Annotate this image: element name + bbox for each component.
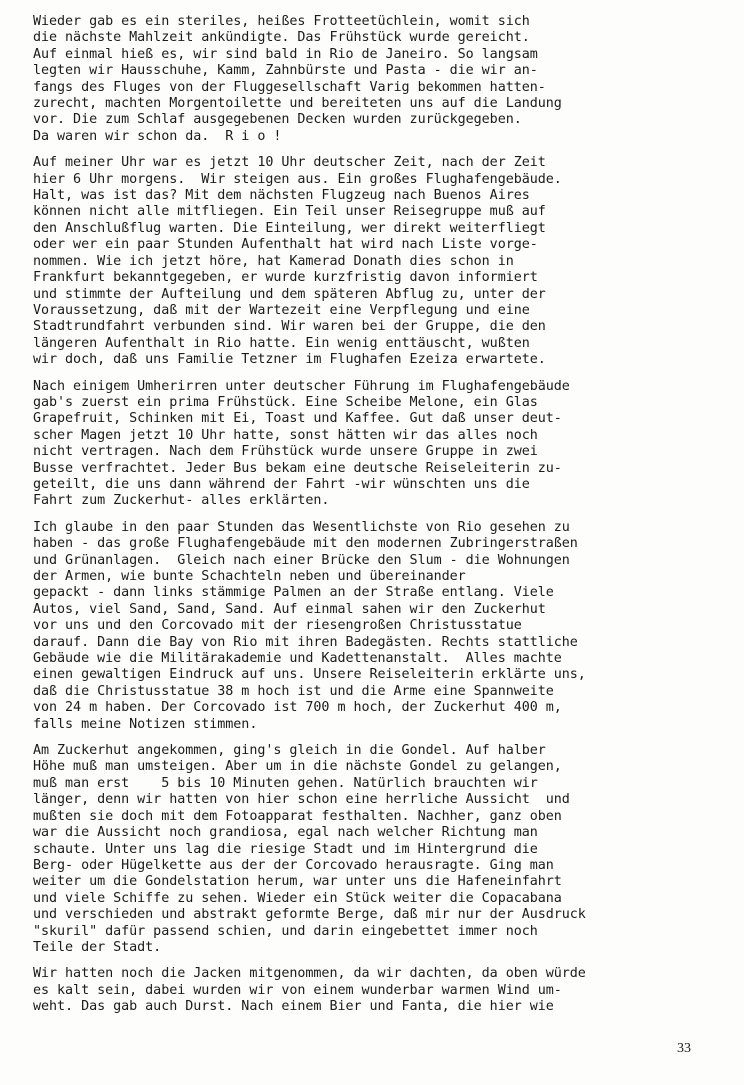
text-line: legten wir Hausschuhe, Kamm, Zahnbürste und Pasta - die wir an-	[33, 63, 538, 79]
text-line: darauf. Dann die Bay von Rio mit ihren Badegästen. Rechts stattliche	[33, 634, 578, 650]
text-line: fangs des Fluges von der Fluggesellschaft Varig bekommen hatten-	[33, 79, 546, 95]
text-line: hier 6 Uhr morgens. Wir steigen aus. Ein großes Flughafengebäude.	[33, 171, 562, 187]
body-text	[33, 14, 713, 1026]
text-line: Wir hatten noch die Jacken mitgenommen, da wir dachten, da oben würde	[33, 966, 586, 982]
text-line: Voraussetzung, daß mit der Wartezeit eine Verpflegung und eine	[33, 302, 530, 318]
text-line: weht. Das gab auch Durst. Nach einem Bier und Fanta, die hier wie	[33, 999, 554, 1015]
text-line: Stadtrundfahrt verbunden sind. Wir waren bei der Gruppe, die den	[33, 319, 546, 335]
text-line: und Grünanlagen. Gleich nach einer Brücke den Slum - die Wohnungen	[33, 552, 570, 568]
text-line: es kalt sein, dabei wurden wir von einem wunderbar warmen Wind um-	[33, 982, 562, 998]
text-line: "skuril" dafür passend schien, und darin eingebettet immer noch	[33, 923, 538, 939]
text-line: Berg- oder Hügelkette aus der der Corcovado herausragte. Ging man	[33, 857, 554, 873]
text-line: Frankfurt bekanntgegeben, er wurde kurzfristig davon informiert	[33, 270, 538, 286]
text-line: gab's zuerst ein prima Frühstück. Eine Scheibe Melone, ein Glas	[33, 394, 538, 410]
text-line: vor uns und den Corcovado mit der riesengroßen Christusstatue	[33, 618, 522, 634]
text-line: den Anschlußflug warten. Die Einteilung, wer direkt weiterfliegt	[33, 220, 546, 236]
text-line: und verschieden und abstrakt geformte Berge, daß mir nur der Ausdruck	[33, 907, 586, 923]
text-line: geteilt, die uns dann während der Fahrt -wir wünschten uns die	[33, 476, 530, 492]
text-line: Teile der Stadt.	[33, 939, 162, 955]
text-line: schaute. Unter uns lag die riesige Stadt und im Hintergrund die	[33, 841, 538, 857]
text-line: von 24 m haben. Der Corcovado ist 700 m hoch, der Zuckerhut 400 m,	[33, 700, 562, 716]
text-line: einen gewaltigen Eindruck auf uns. Unsere Reiseleiterin erklärte uns,	[33, 667, 586, 683]
text-line: war die Aussicht noch grandiosa, egal nach welcher Richtung man	[33, 825, 538, 841]
page-number: 33	[677, 1041, 691, 1056]
text-line: muß man erst 5 bis 10 Minuten gehen. Natürlich brauchten wir	[33, 775, 538, 791]
text-line: Fahrt zum Zuckerhut- alles erklärten.	[33, 493, 330, 509]
text-line: Halt, was ist das? Mit dem nächsten Flugzeug nach Buenos Aires	[33, 188, 530, 204]
text-line: vor. Die zum Schlaf ausgegebenen Decken wurden zurückgegeben.	[33, 112, 522, 128]
text-line: haben - das große Flughafengebäude mit den modernen Zubringerstraßen	[33, 536, 578, 552]
text-line: mußten sie doch mit dem Fotoapparat festhalten. Nachher, ganz oben	[33, 808, 562, 824]
text-line: können nicht alle mitfliegen. Ein Teil unser Reisegruppe muß auf	[33, 204, 546, 220]
text-line: Autos, viel Sand, Sand, Sand. Auf einmal sahen wir den Zuckerhut	[33, 601, 546, 617]
paragraph	[33, 743, 713, 956]
text-line: Nach einigem Umherirren unter deutscher Führung im Flughafengebäude	[33, 378, 570, 394]
text-line: länger, denn wir hatten von hier schon eine herrliche Aussicht und	[33, 792, 570, 808]
text-line: Gebäude wie die Militärakademie und Kadettenanstalt. Alles machte	[33, 651, 562, 667]
paragraph	[33, 14, 713, 145]
text-line: daß die Christusstatue 38 m hoch ist und die Arme eine Spannweite	[33, 683, 554, 699]
text-line: scher Magen jetzt 10 Uhr hatte, sonst hätten wir das alles noch	[33, 427, 538, 443]
paragraph	[33, 379, 713, 510]
text-line: zurecht, machten Morgentoilette und bereiteten uns auf die Landung	[33, 96, 562, 112]
text-line: längeren Aufenthalt in Rio hatte. Ein wenig enttäuscht, wußten	[33, 335, 530, 351]
paragraph	[33, 520, 713, 733]
text-line: Am Zuckerhut angekommen, ging's gleich in die Gondel. Auf halber	[33, 743, 546, 759]
text-line: Wieder gab es ein steriles, heißes Frotteetüchlein, womit sich	[33, 14, 530, 29]
text-line: weiter um die Gondelstation herum, war unter uns die Hafeneinfahrt	[33, 874, 562, 890]
text-line: falls meine Notizen stimmen.	[33, 716, 258, 732]
text-line: nicht vertragen. Nach dem Frühstück wurde unsere Gruppe in zwei	[33, 444, 538, 460]
text-line: Grapefruit, Schinken mit Ei, Toast und Kaffee. Gut daß unser deut-	[33, 411, 562, 427]
text-line: Busse verfrachtet. Jeder Bus bekam eine deutsche Reiseleiterin zu-	[33, 460, 562, 476]
text-line: Höhe muß man umsteigen. Aber um in die nächste Gondel zu gelangen,	[33, 759, 562, 775]
text-line: die nächste Mahlzeit ankündigte. Das Frühstück wurde gereicht.	[33, 30, 530, 46]
text-line: Auf meiner Uhr war es jetzt 10 Uhr deutscher Zeit, nach der Zeit	[33, 155, 546, 171]
text-line: gepackt - dann links stämmige Palmen an der Straße entlang. Viele	[33, 585, 554, 601]
text-line: der Armen, wie bunte Schachteln neben und übereinander	[33, 569, 466, 584]
text-line: oder wer ein paar Stunden Aufenthalt hat wird nach Liste vorge-	[33, 237, 538, 253]
text-line: und stimmte der Aufteilung und dem späteren Abflug zu, unter der	[33, 286, 546, 302]
text-line: Ich glaube in den paar Stunden das Wesentlichste von Rio gesehen zu	[33, 519, 570, 535]
paragraph	[33, 155, 713, 368]
text-line: und viele Schiffe zu sehen. Wieder ein Stück weiter die Copacabana	[33, 890, 562, 906]
paragraph	[33, 966, 713, 1015]
text-line: Auf einmal hieß es, wir sind bald in Rio de Janeiro. So langsam	[33, 46, 538, 62]
text-line: wir doch, daß uns Familie Tetzner im Flughafen Ezeiza erwartete.	[33, 352, 546, 368]
text-line: nommen. Wie ich jetzt höre, hat Kamerad Donath dies schon in	[33, 253, 514, 269]
text-line: Da waren wir schon da. R i o !	[33, 128, 282, 144]
